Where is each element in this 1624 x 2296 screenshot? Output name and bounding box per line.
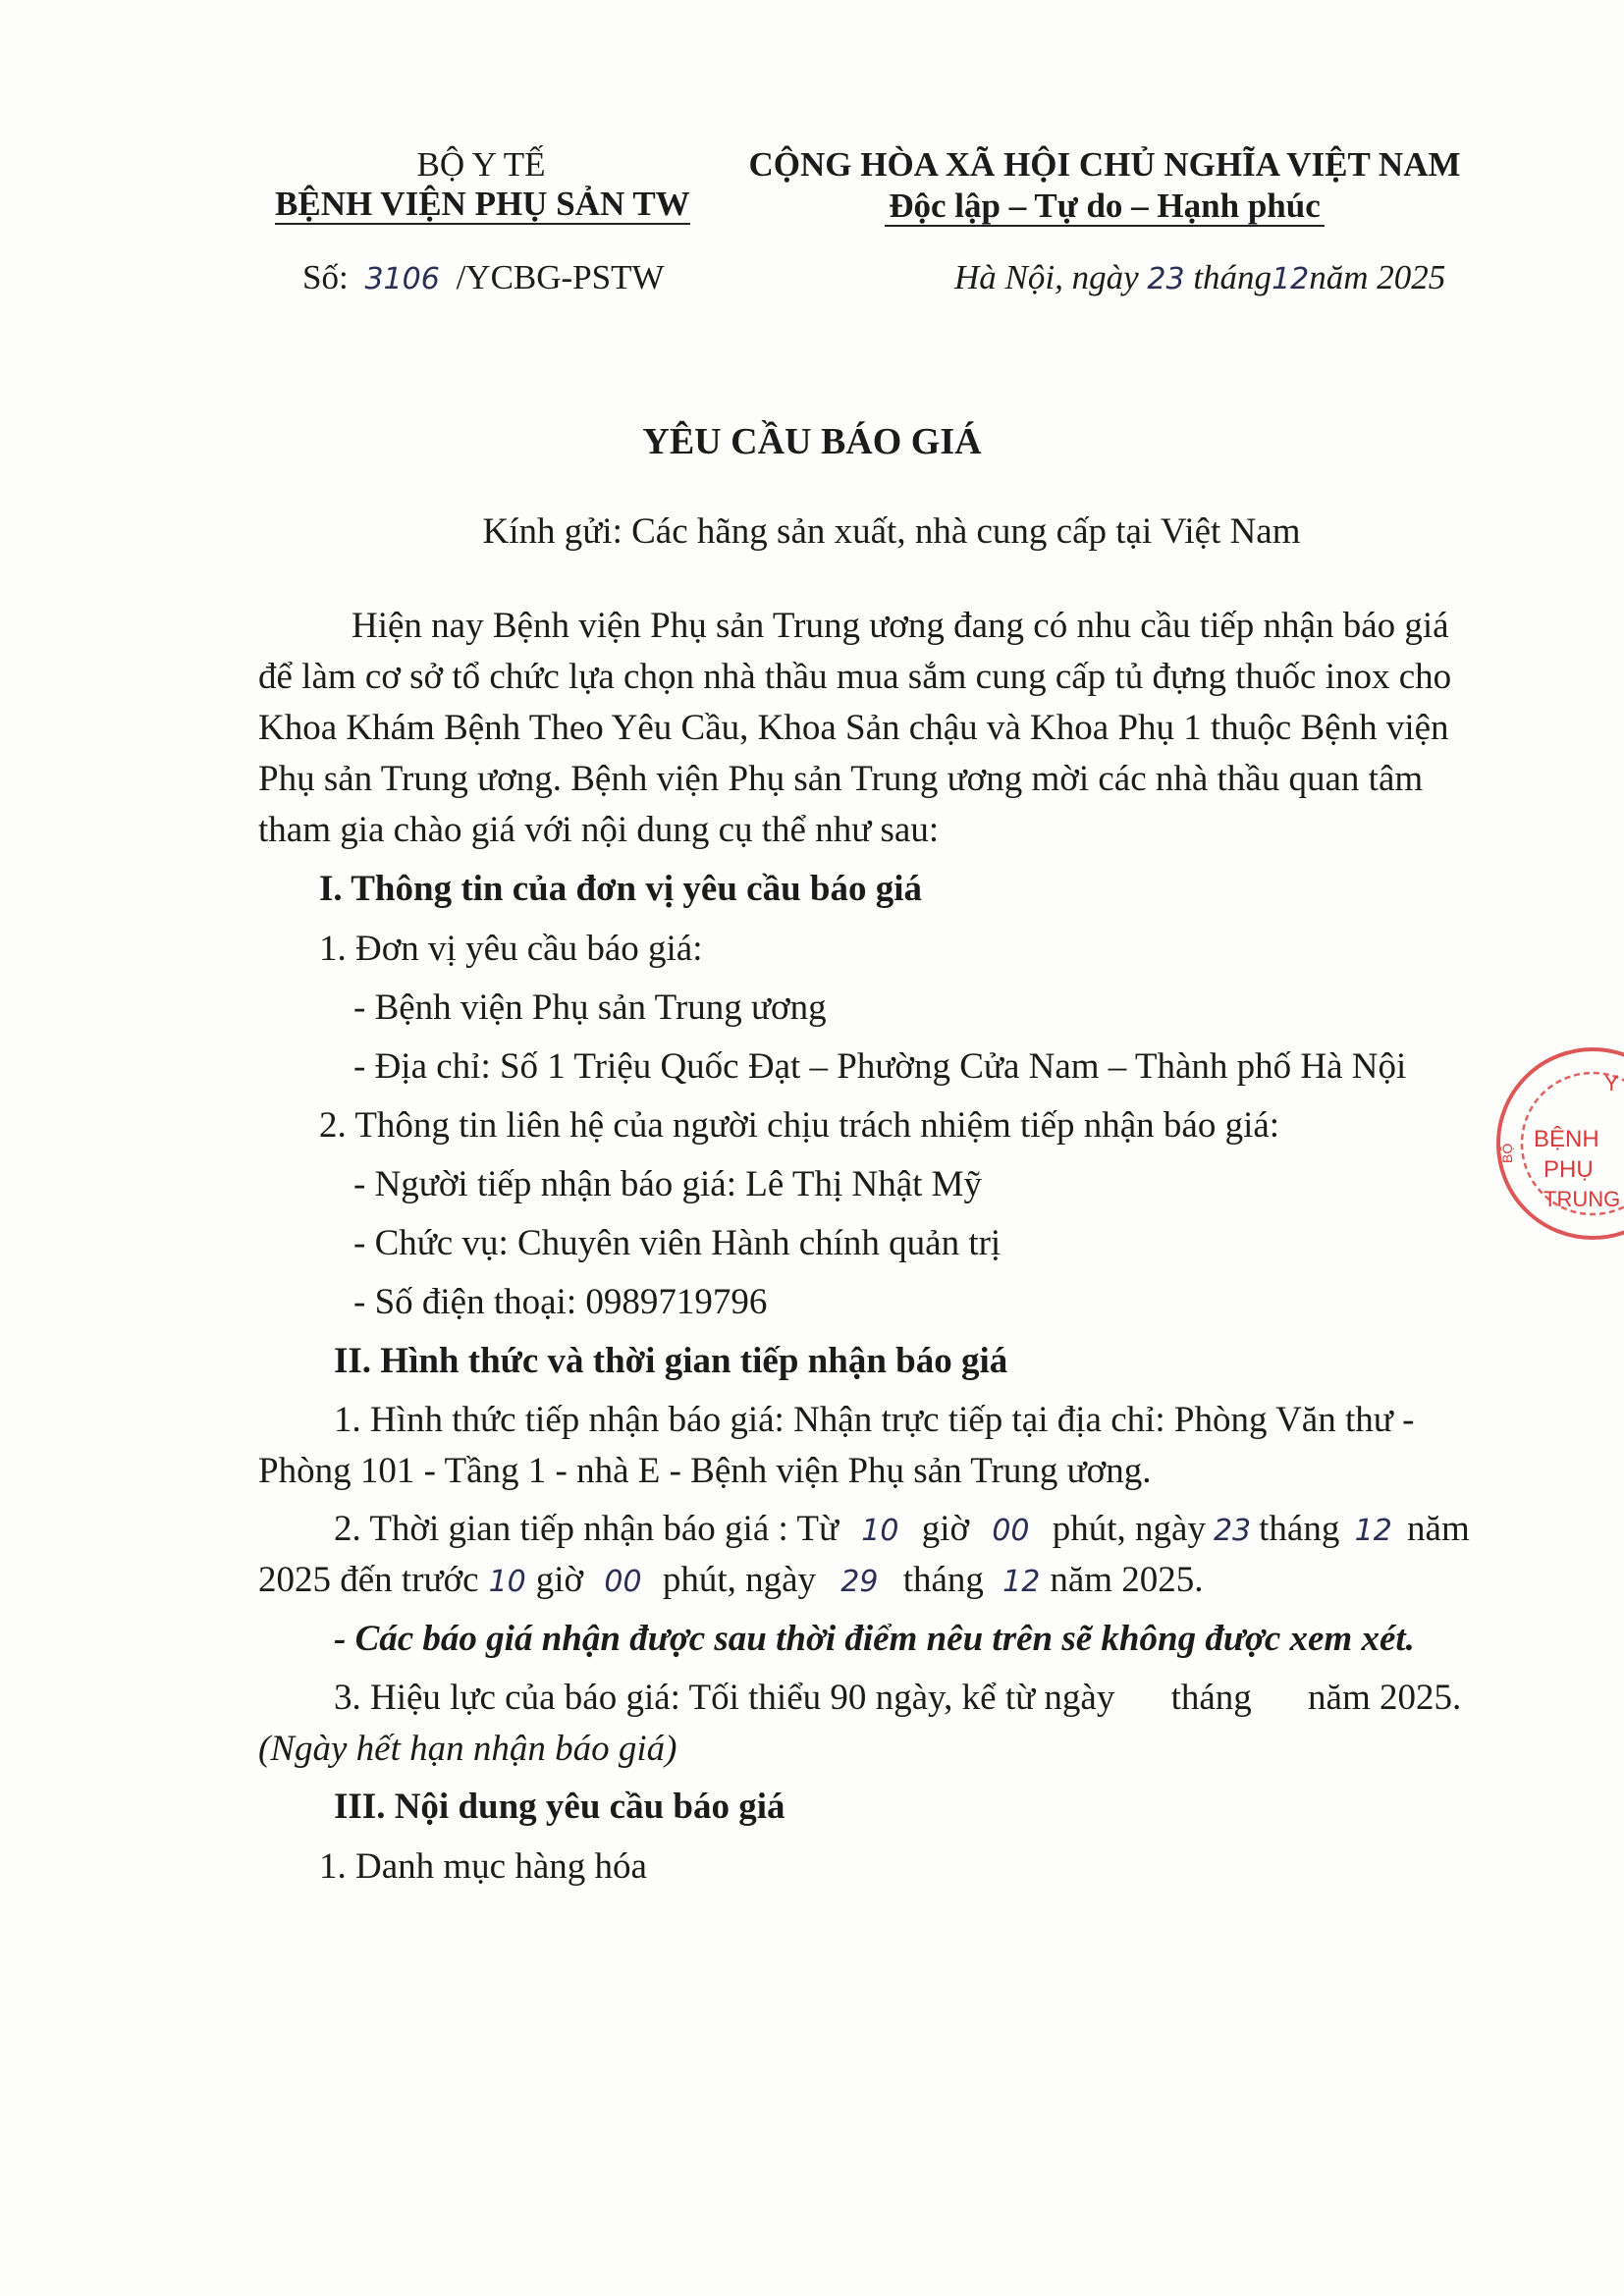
document-date [954, 258, 1445, 297]
time-to-month-label: tháng [902, 1560, 984, 1600]
validity-label: 3. Hiệu lực của báo giá: Tối thiểu 90 ngày, kể từ ngày [334, 1678, 1115, 1718]
time-from-year-label: năm [1407, 1509, 1470, 1549]
date-year: năm 2025 [1309, 258, 1446, 296]
section-2-note: - Các báo giá nhận được sau thời điểm nêu trên sẽ không được xem xét. [334, 1619, 1415, 1659]
section-1-item-1: 1. Đơn vị yêu cầu báo giá: [319, 929, 703, 969]
time-from-label: 2. Thời gian tiếp nhận báo giá : Từ [334, 1509, 839, 1549]
motto [746, 187, 1463, 226]
section-2-item-2-line-1 [334, 1504, 1470, 1557]
time-from-day: 23 [1213, 1514, 1252, 1548]
section-3-heading: III. Nội dung yêu cầu báo giá [334, 1787, 785, 1827]
number-suffix: /YCBG-PSTW [456, 258, 665, 296]
intro-line-5: tham gia chào giá với nội dung cụ thể như sau: [258, 810, 940, 850]
section-1-item-1-b: - Địa chỉ: Số 1 Triệu Quốc Đạt – Phường Cửa Nam – Thành phố Hà Nội [353, 1046, 1407, 1087]
section-1-item-2-c: - Số điện thoại: 0989719796 [353, 1282, 768, 1322]
document-title: YÊU CẦU BÁO GIÁ [642, 421, 982, 462]
time-from-day-label: phút, ngày [1052, 1509, 1206, 1549]
intro-line-4: Phụ sản Trung ương. Bệnh viện Phụ sản Trung ương mời các nhà thầu quan tâm [258, 759, 1424, 799]
hospital-name [275, 185, 690, 224]
section-2-item-2-line-2 [258, 1555, 1204, 1608]
motto-text: Độc lập – Tự do – Hạnh phúc [885, 187, 1325, 227]
time-to-label: 2025 đến trước [258, 1560, 479, 1600]
time-from-minute: 00 [992, 1514, 1030, 1548]
date-month-label: tháng [1193, 258, 1272, 296]
section-2-item-1-line-1: 1. Hình thức tiếp nhận báo giá: Nhận trực tiếp tại địa chỉ: Phòng Văn thư - [334, 1400, 1415, 1440]
stamp-side: BỘ [1499, 1143, 1515, 1163]
time-from-month-label: tháng [1259, 1509, 1340, 1549]
section-1-item-2-b: - Chức vụ: Chuyên viên Hành chính quản trị [353, 1223, 1001, 1263]
section-1-item-1-a: - Bệnh viện Phụ sản Trung ương [353, 988, 827, 1028]
section-1-item-2-a: - Người tiếp nhận báo giá: Lê Thị Nhật Mỹ [353, 1164, 983, 1204]
section-2-item-1-line-2: Phòng 101 - Tầng 1 - nhà E - Bệnh viện Phụ sản Trung ương. [258, 1451, 1152, 1491]
time-from-hour: 10 [861, 1514, 899, 1548]
section-2-item-3 [334, 1673, 1461, 1724]
section-1-heading: I. Thông tin của đơn vị yêu cầu báo giá [319, 869, 923, 909]
country-name: CỘNG HÒA XÃ HỘI CHỦ NGHĨA VIỆT NAM [748, 145, 1461, 184]
ministry-name: BỘ Y TẾ [416, 145, 546, 184]
hospital-name-text: BỆNH VIỆN PHỤ SẢN TW [275, 185, 690, 223]
stamp-line-2: PHỤ [1543, 1156, 1594, 1183]
official-stamp [1494, 1045, 1624, 1242]
intro-line-2: để làm cơ sở tổ chức lựa chọn nhà thầu mua sắm cung cấp tủ đựng thuốc inox cho [258, 657, 1452, 697]
date-month: 12 [1272, 262, 1310, 296]
time-to-day: 29 [840, 1565, 879, 1599]
stamp-line-1: BỆNH [1534, 1126, 1599, 1152]
intro-line-3: Khoa Khám Bệnh Theo Yêu Cầu, Khoa Sản chậu và Khoa Phụ 1 thuộc Bệnh viện [258, 708, 1449, 748]
section-3-item-1: 1. Danh mục hàng hóa [319, 1846, 647, 1887]
section-2-item-3-note: (Ngày hết hạn nhận báo giá) [258, 1729, 677, 1769]
recipient: Kính gửi: Các hãng sản xuất, nhà cung cấp tại Việt Nam [482, 511, 1301, 552]
number-prefix: Số: [302, 258, 349, 296]
date-prefix: Hà Nội, ngày [954, 258, 1139, 296]
section-1-item-2: 2. Thông tin liên hệ của người chịu trách nhiệm tiếp nhận báo giá: [319, 1105, 1280, 1146]
number-handwritten: 3106 [364, 262, 440, 296]
time-to-hour-label: giờ [535, 1560, 584, 1600]
stamp-line-3: TRUNG [1543, 1187, 1621, 1211]
document-number [302, 258, 665, 297]
time-to-hour: 10 [488, 1565, 526, 1599]
time-to-year-label: năm 2025. [1050, 1560, 1204, 1600]
time-to-minute: 00 [604, 1565, 642, 1599]
time-from-hour-label: giờ [921, 1509, 970, 1549]
time-to-month: 12 [1002, 1565, 1041, 1599]
date-day: 23 [1147, 262, 1185, 296]
section-2-heading: II. Hình thức và thời gian tiếp nhận báo giá [334, 1341, 1008, 1381]
validity-year-label: năm 2025. [1308, 1678, 1462, 1718]
validity-month-label: tháng [1170, 1678, 1252, 1718]
intro-line-1: Hiện nay Bệnh viện Phụ sản Trung ương đang có nhu cầu tiếp nhận báo giá [352, 606, 1449, 646]
stamp-top: Y [1604, 1071, 1619, 1095]
time-from-month: 12 [1354, 1514, 1392, 1548]
time-to-day-label: phút, ngày [662, 1560, 817, 1600]
